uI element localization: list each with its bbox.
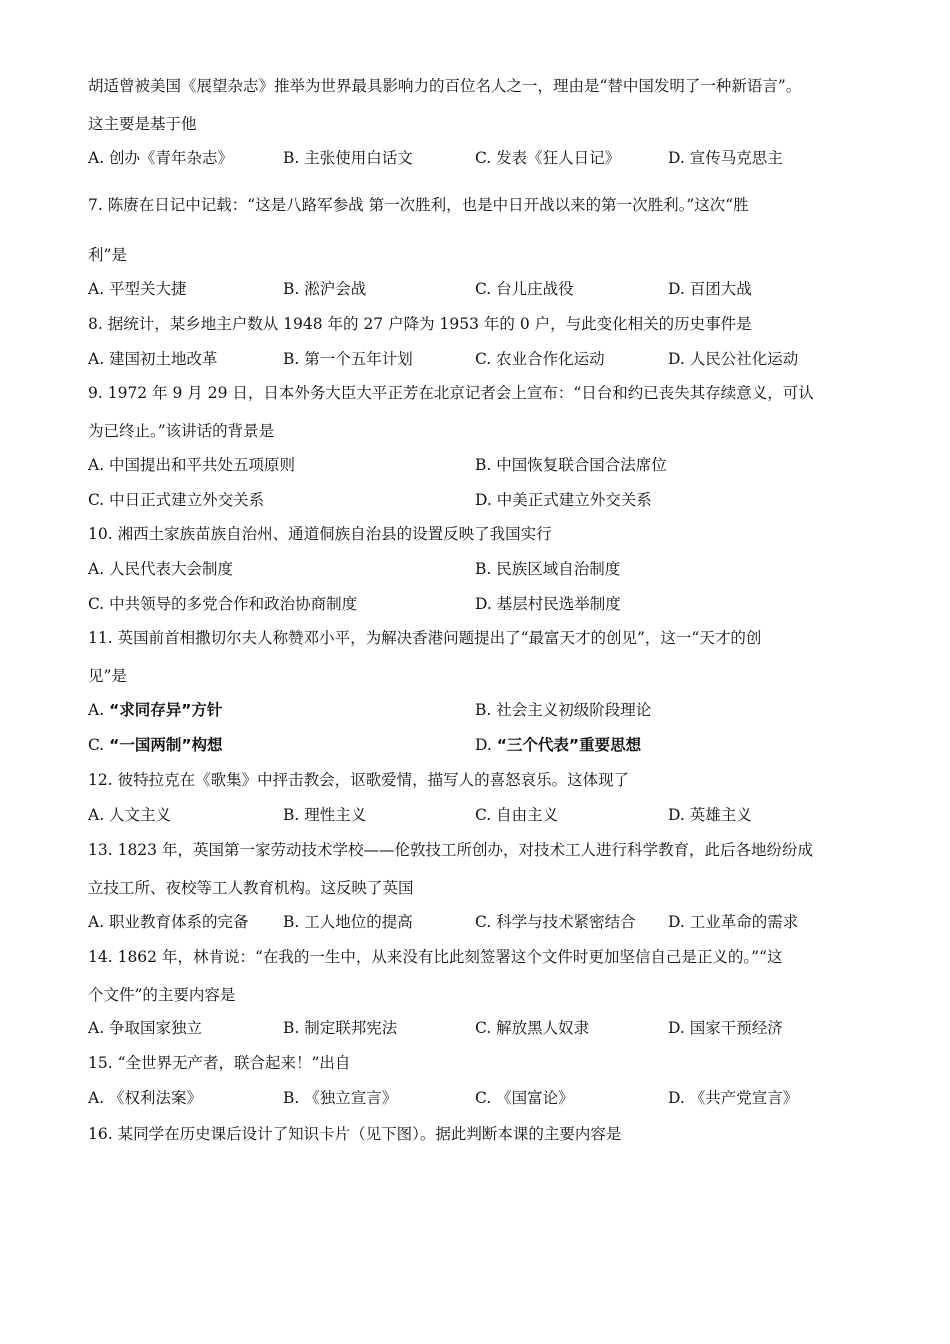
option-c: C. 农业合作化运动 [475, 350, 605, 368]
question-13-stem: 13. 1823 年，英国第一家劳动技术学校——伦敦技工所创办，对技术工人进行科学教育，此后各地纷纷成 [88, 841, 813, 859]
option-d: D. 人民公社化运动 [668, 350, 799, 368]
option-b: B. 理性主义 [283, 806, 367, 824]
question-14-stem-cont: 个文件”的主要内容是 [88, 986, 236, 1004]
option-b: B. 社会主义初级阶段理论 [475, 701, 652, 719]
question-16-stem: 16. 某同学在历史课后设计了知识卡片（见下图）。据此判断本课的主要内容是 [88, 1125, 622, 1143]
question-15-stem: 15. “全世界无产者，联合起来！”出自 [88, 1054, 351, 1072]
option-c: C. 自由主义 [475, 806, 559, 824]
option-b: B. 中国恢复联合国合法席位 [475, 456, 667, 474]
option-c: C. 解放黑人奴隶 [475, 1019, 590, 1037]
option-a: A. 人文主义 [88, 806, 172, 824]
question-10-stem: 10. 湘西土家族苗族自治州、通道侗族自治县的设置反映了我国实行 [88, 525, 552, 543]
option-b: B. 第一个五年计划 [283, 350, 413, 368]
question-12-stem: 12. 彼特拉克在《歌集》中抨击教会，讴歌爱情，描写人的喜怒哀乐。这体现了 [88, 771, 630, 789]
option-d: D. 《共产党宣言》 [668, 1089, 799, 1107]
option-d: D. 宣传马克思主 [668, 149, 783, 167]
option-a: A. 《权利法案》 [88, 1089, 203, 1107]
option-b: B. 主张使用白话文 [283, 149, 413, 167]
option-d: D. 工业革命的需求 [668, 913, 799, 931]
option-b: B. 民族区域自治制度 [475, 560, 621, 578]
option-a: A. 平型关大捷 [88, 280, 187, 298]
option-b: B. 《独立宣言》 [283, 1089, 398, 1107]
question-7-stem: 7. 陈赓在日记中记载：“这是八路军参战 第一次胜利，也是中日开战以来的第一次胜利。”这次“胜 [88, 196, 749, 214]
question-14-stem: 14. 1862 年，林肯说：“在我的一生中，从来没有比此刻签署这个文件时更加坚信自己是正义的。”“这 [88, 948, 783, 966]
option-b: B. 淞沪会战 [283, 280, 367, 298]
option-b: B. 制定联邦宪法 [283, 1019, 398, 1037]
question-11-stem: 11. 英国前首相撒切尔夫人称赞邓小平，为解决香港问题提出了“最富天才的创见”，这一“天才的创 [88, 629, 762, 647]
option-d: D. 国家干预经济 [668, 1019, 783, 1037]
option-a: A. 争取国家独立 [88, 1019, 203, 1037]
option-d: D. “三个代表”重要思想 [475, 736, 642, 754]
option-c: C. 中共领导的多党合作和政治协商制度 [88, 595, 358, 613]
option-a: A. 创办《青年杂志》 [88, 149, 234, 167]
option-a: A. 中国提出和平共处五项原则 [88, 456, 296, 474]
question-7-stem-cont: 利”是 [88, 246, 127, 264]
option-c: C. 《国富论》 [475, 1089, 574, 1107]
question-9-stem: 9. 1972 年 9 月 29 日，日本外务大臣大平正芳在北京记者会上宣布：“日台和约已丧失其存续意义，可认 [88, 384, 814, 402]
option-d: D. 基层村民选举制度 [475, 595, 621, 613]
option-c: C. 中日正式建立外交关系 [88, 491, 265, 509]
question-13-stem-cont: 立技工所、夜校等工人教育机构。这反映了英国 [88, 879, 414, 897]
option-c: C. 台儿庄战役 [475, 280, 574, 298]
question-9-stem-cont: 为已终止。”该讲话的背景是 [88, 422, 275, 440]
option-c: C. 发表《狂人日记》 [475, 149, 621, 167]
option-c: C. 科学与技术紧密结合 [475, 913, 636, 931]
question-11-stem-cont: 见”是 [88, 667, 127, 685]
option-c: C. “一国两制”构想 [88, 736, 223, 754]
question-stem-cont: 这主要是基于他 [88, 115, 197, 133]
option-d: D. 百团大战 [668, 280, 752, 298]
question-8-stem: 8. 据统计，某乡地主户数从 1948 年的 27 户降为 1953 年的 0 户，与此变化相关的历史事件是 [88, 315, 752, 333]
option-b: B. 工人地位的提高 [283, 913, 413, 931]
option-a: A. 职业教育体系的完备 [88, 913, 249, 931]
option-a: A. 人民代表大会制度 [88, 560, 234, 578]
option-d: D. 中美正式建立外交关系 [475, 491, 652, 509]
question-stem: 胡适曾被美国《展望杂志》推举为世界最具影响力的百位名人之一，理由是“替中国发明了一种新语言”。 [88, 77, 802, 95]
option-d: D. 英雄主义 [668, 806, 752, 824]
option-a: A. 建国初土地改革 [88, 350, 218, 368]
option-a: A. “求同存异”方针 [88, 701, 223, 719]
